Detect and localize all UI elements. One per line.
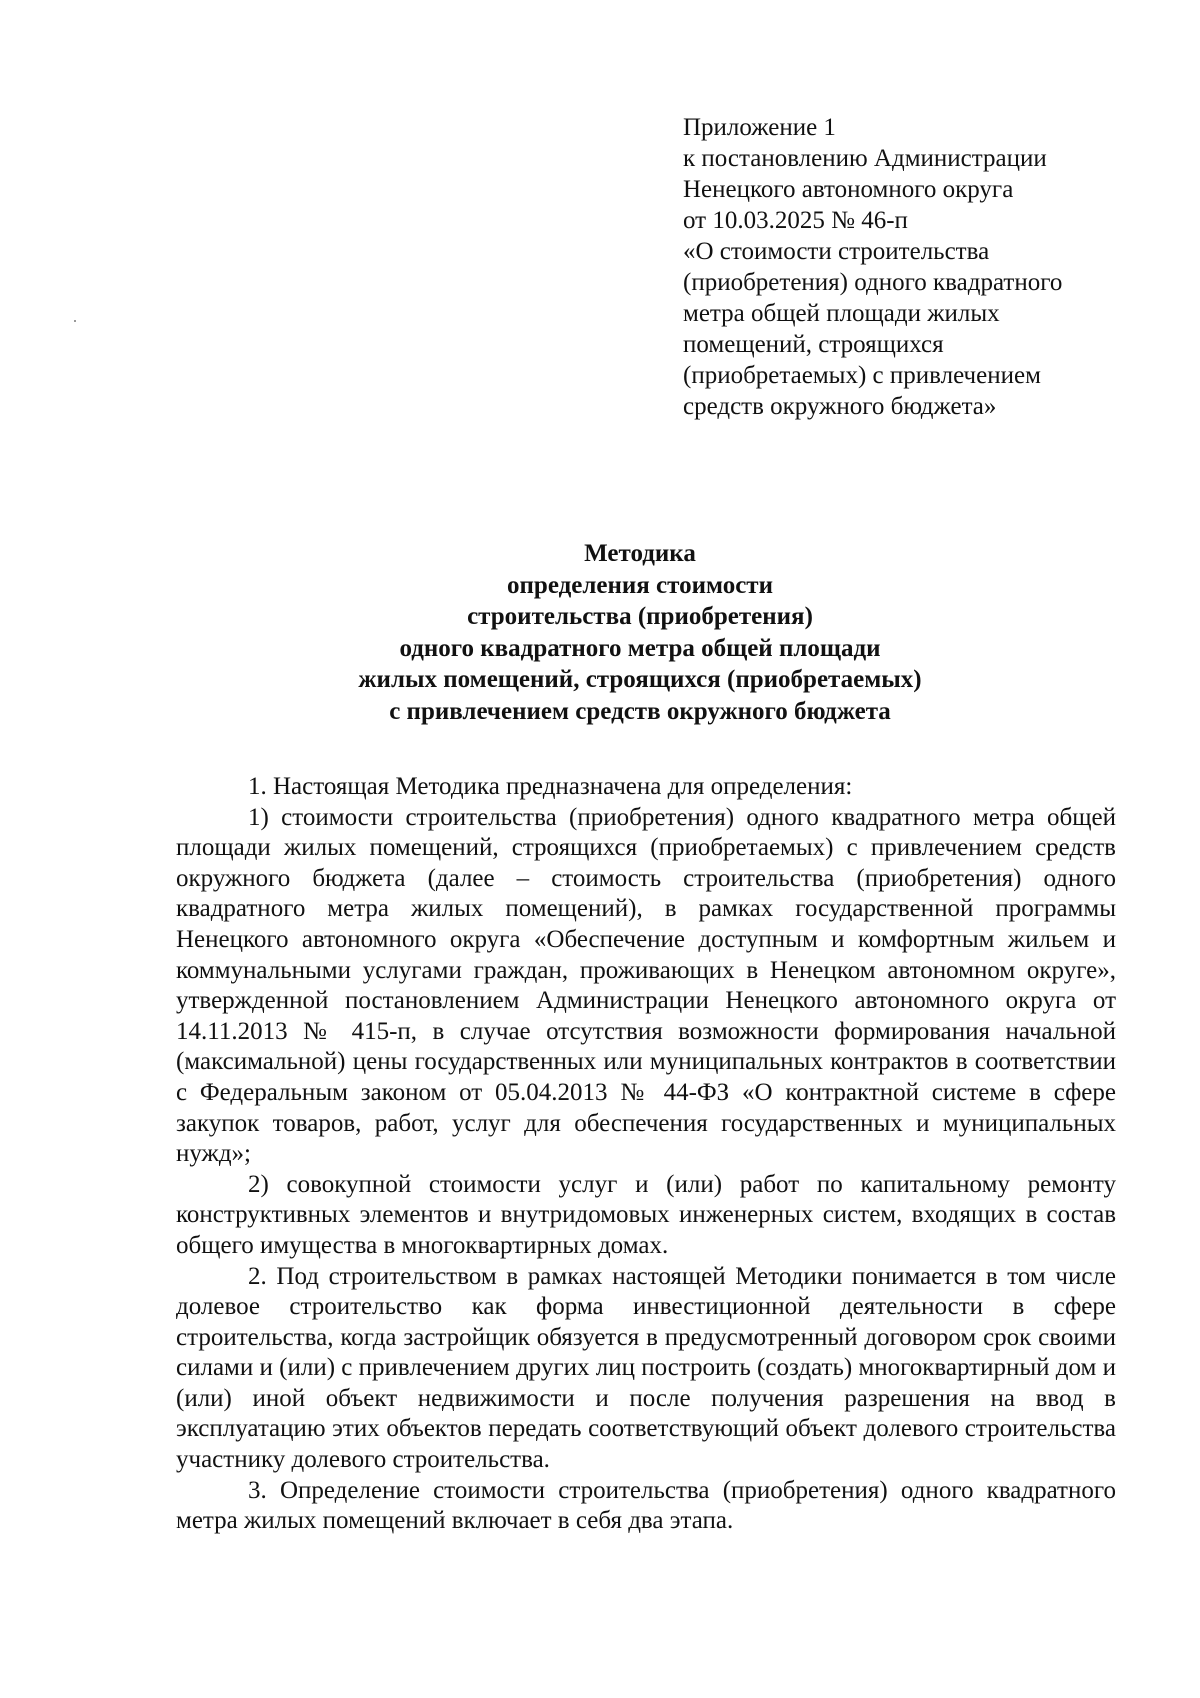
appendix-line: метра общей площади жилых: [683, 300, 1000, 327]
appendix-header: [683, 112, 1123, 422]
title-line: Методика: [584, 540, 696, 567]
scan-speck: [74, 320, 76, 322]
title-line: жилых помещений, строящихся (приобретаемых): [358, 666, 922, 693]
appendix-line: помещений, строящихся: [683, 331, 944, 358]
appendix-line: от 10.03.2025 № 46-п: [683, 207, 908, 234]
paragraph-1-1: 1) стоимости строительства (приобретения) одного квадратного метра общей площади жилых помещений, строящихся (приобретаемых) с привлечением средств окружного бюджета (далее – стоимость строительства (приобретения) одного квадратного метра жилых помещений), в рамках государственной программы Ненецкого автономного округа «Обеспечение доступным и комфортным жильем и коммунальными услугами граждан, проживающих в Ненецком автономном округе», утвержденной постановлением Администрации Ненецкого автономного округа от 14.11.2013 № 415-п, в случае отсутствия возможности формирования начальной (максимальной) цены государственных или муниципальных контрактов в соответствии с Федеральным законом от 05.04.2013 № 44-ФЗ «О контрактной системе в сфере закупок товаров, работ, услуг для обеспечения государственных и муниципальных нужд»;: [176, 803, 1116, 1168]
appendix-line: средств окружного бюджета»: [683, 393, 997, 420]
paragraph-1-2: 2) совокупной стоимости услуг и (или) работ по капитальному ремонту конструктивных элементов и внутридомовых инженерных систем, входящих в состав общего имущества в многоквартирных домах.: [176, 1170, 1116, 1259]
title-line: с привлечением средств окружного бюджета: [389, 697, 891, 725]
paragraph-3: 3. Определение стоимости строительства (приобретения) одного квадратного метра жилых помещений включает в себя два этапа.: [176, 1476, 1116, 1535]
appendix-line: (приобретения) одного квадратного: [683, 269, 1063, 296]
paragraph-2: 2. Под строительством в рамках настоящей Методики понимается в том числе долевое строительство как форма инвестиционной деятельности в сфере строительства, когда застройщик обязуется в предусмотренный договором срок своими силами и (или) с привлечением других лиц построить (создать) многоквартирный дом и (или) иной объект недвижимости и после получения разрешения на ввод в эксплуатацию этих объектов передать соответствующий объект долевого строительства участнику долевого строительства.: [176, 1262, 1116, 1474]
title-line: определения стоимости: [507, 571, 773, 599]
document-body: [176, 772, 1116, 1537]
appendix-line: Ненецкого автономного округа: [683, 176, 1014, 203]
document-title: [170, 538, 1110, 727]
appendix-line: к постановлению Администрации: [683, 145, 1047, 172]
appendix-line: «О стоимости строительства: [683, 238, 990, 265]
title-line: одного квадратного метра общей площади: [399, 634, 881, 662]
appendix-line: (приобретаемых) с привлечением: [683, 362, 1041, 389]
title-line: строительства (приобретения): [467, 603, 813, 630]
appendix-line: Приложение 1: [683, 114, 836, 141]
paragraph-1: 1. Настоящая Методика предназначена для определения:: [248, 773, 853, 800]
